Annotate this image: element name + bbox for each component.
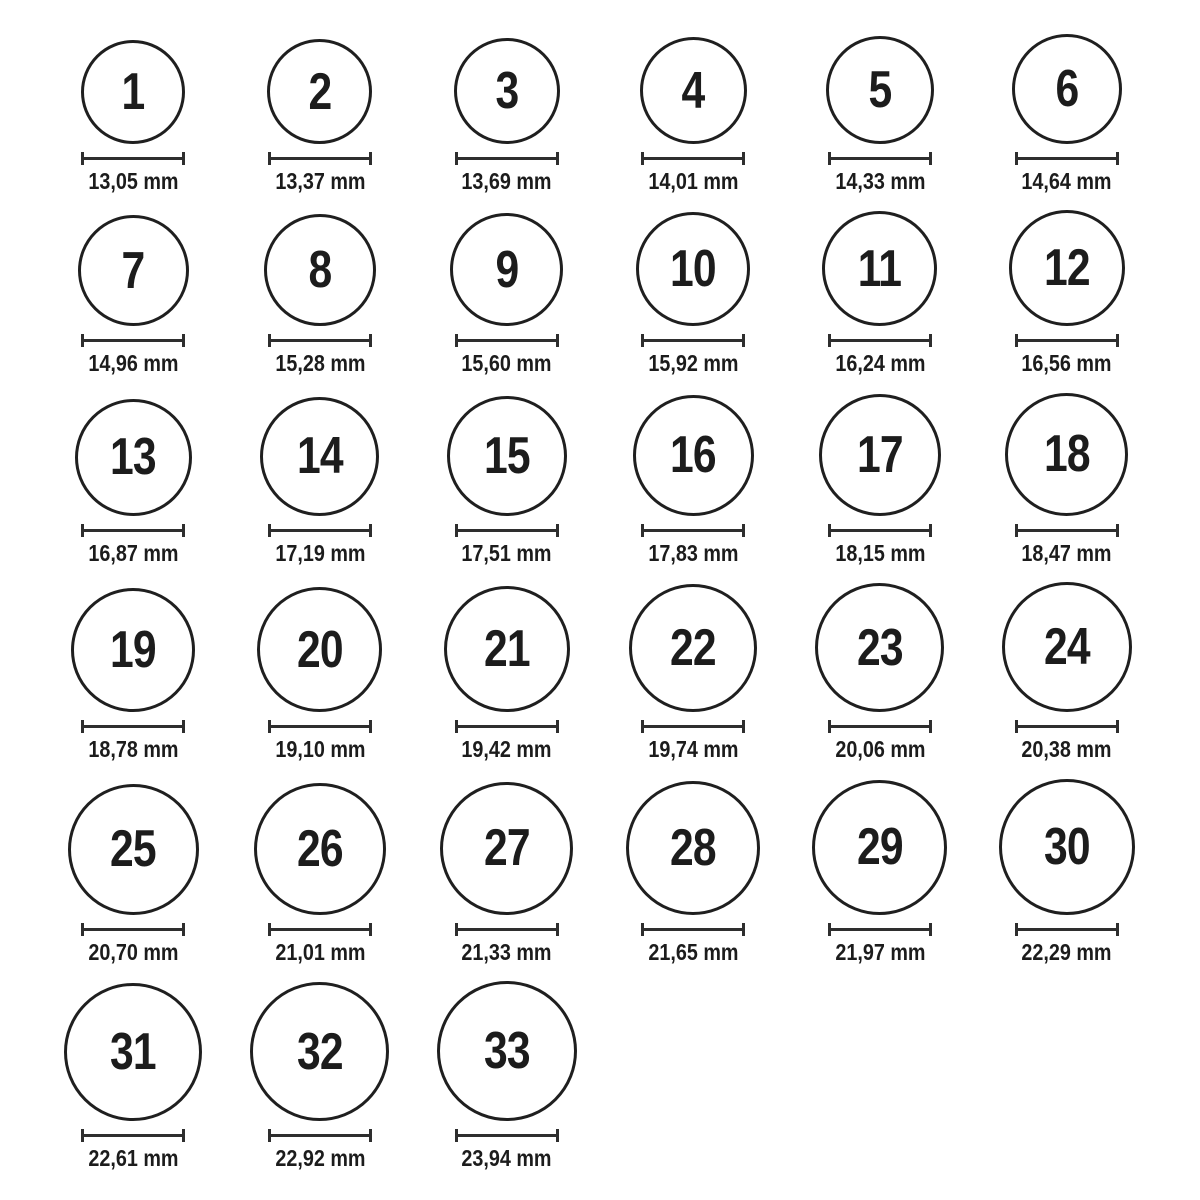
measure-bar [828,339,932,342]
ring-circle [264,214,376,326]
measure-bar [455,725,559,728]
ring-size-cell [71,588,195,762]
measure-bar [641,339,745,342]
ring-size-cell [437,981,577,1171]
measure-bar [1015,928,1119,931]
diameter-label: 14,64 mm [1021,168,1112,194]
measure-tick-right-icon [556,1129,559,1142]
diameter-label: 21,01 mm [274,938,366,965]
ring-size-cell [264,214,376,376]
ring-size-number: 24 [1043,618,1090,677]
ring-size-cell [444,586,570,762]
diameter-label: 16,87 mm [88,539,179,566]
ring-circle [826,36,934,144]
ring-size-cell [81,40,186,194]
measure-tick-right-icon [369,524,372,537]
diameter-label: 15,60 mm [461,350,552,377]
ring-circle [71,588,195,712]
ring-size-number: 18 [1043,425,1090,484]
diameter-measure-line [455,152,559,165]
diameter-label: 20,06 mm [834,736,926,763]
diameter-measure-line [828,524,932,537]
measure-bar [828,928,932,931]
ring-size-number: 7 [121,241,145,300]
diameter-label: 13,69 mm [461,168,552,194]
ring-size-number: 12 [1043,239,1090,298]
diameter-measure-line [81,334,185,347]
ring-circle [636,212,750,326]
ring-circle [640,37,747,144]
measure-tick-right-icon [929,524,932,537]
ring-size-number: 5 [868,61,892,119]
ring-circle [633,395,754,516]
measure-tick-right-icon [929,720,932,733]
diameter-measure-line [641,720,745,733]
measure-bar [81,725,185,728]
ring-size-number: 6 [1055,60,1079,118]
diameter-label: 13,05 mm [88,168,179,194]
ring-circle [629,584,757,712]
diameter-label: 20,38 mm [1021,736,1112,763]
measure-tick-right-icon [182,923,185,936]
diameter-label: 17,83 mm [648,539,739,566]
measure-tick-right-icon [369,1129,372,1142]
diameter-measure-line [268,524,372,537]
ring-circle [1005,393,1128,516]
diameter-measure-line [81,923,185,936]
ring-size-number: 20 [297,620,343,679]
measure-bar [828,529,932,532]
ring-size-cell [254,783,386,965]
ring-size-cell [812,780,947,965]
ring-circle [1009,210,1125,326]
diameter-label: 21,33 mm [461,938,552,965]
measure-tick-right-icon [742,524,745,537]
ring-size-number: 11 [858,239,902,298]
diameter-label: 22,92 mm [274,1145,366,1172]
diameter-label: 23,94 mm [461,1145,552,1172]
measure-tick-right-icon [556,720,559,733]
measure-tick-right-icon [742,152,745,165]
ring-circle [81,40,185,144]
measure-tick-right-icon [929,334,932,347]
diameter-measure-line [81,720,185,733]
measure-bar [268,725,372,728]
diameter-label: 18,15 mm [834,539,926,566]
measure-bar [641,529,745,532]
ring-circle [819,394,941,516]
measure-bar [1015,157,1119,160]
ring-size-number: 10 [670,240,717,299]
ring-circle [68,784,199,915]
ring-size-number: 21 [483,620,530,679]
ring-size-number: 32 [297,1022,343,1081]
diameter-label: 18,78 mm [88,736,179,763]
diameter-measure-line [455,720,559,733]
measure-tick-right-icon [1116,720,1119,733]
diameter-label: 13,37 mm [274,168,366,194]
measure-bar [1015,725,1119,728]
measure-bar [1015,529,1119,532]
ring-size-number: 16 [670,426,717,485]
diameter-measure-line [1015,152,1119,165]
ring-size-cell [78,215,189,376]
ring-circle [447,396,567,516]
ring-circle [75,399,192,516]
ring-size-cell [636,212,750,376]
measure-tick-right-icon [742,334,745,347]
diameter-measure-line [268,720,372,733]
measure-bar [81,928,185,931]
diameter-measure-line [268,1129,372,1142]
diameter-label: 16,24 mm [834,350,926,377]
diameter-label: 17,51 mm [461,539,552,566]
measure-tick-right-icon [556,152,559,165]
measure-tick-right-icon [369,923,372,936]
diameter-measure-line [455,524,559,537]
ring-size-cell [819,394,941,566]
diameter-measure-line [81,1129,185,1142]
measure-bar [641,725,745,728]
diameter-label: 16,56 mm [1021,350,1112,377]
ring-circle [822,211,937,326]
measure-bar [455,529,559,532]
measure-tick-right-icon [929,152,932,165]
ring-circle [257,587,382,712]
measure-bar [81,1134,185,1137]
measure-bar [455,157,559,160]
diameter-measure-line [641,152,745,165]
ring-size-number: 19 [110,621,157,680]
measure-bar [455,928,559,931]
diameter-measure-line [828,720,932,733]
ring-size-cell [629,584,757,762]
measure-bar [455,1134,559,1137]
ring-size-cell [257,587,382,762]
ring-size-number: 1 [121,63,145,121]
ring-size-chart [40,0,1160,1172]
diameter-label: 14,96 mm [88,350,179,377]
ring-circle [267,39,372,144]
ring-size-cell [1012,34,1122,194]
ring-size-number: 31 [110,1023,157,1082]
ring-size-number: 26 [297,819,343,878]
measure-tick-right-icon [182,334,185,347]
diameter-label: 19,74 mm [648,736,739,763]
measure-tick-right-icon [369,334,372,347]
ring-size-number: 8 [308,241,332,300]
diameter-label: 21,65 mm [648,938,739,965]
ring-size-cell [267,39,372,194]
measure-bar [268,339,372,342]
measure-bar [268,529,372,532]
diameter-label: 19,42 mm [461,736,552,763]
ring-circle [440,782,573,915]
diameter-measure-line [641,524,745,537]
measure-bar [81,529,185,532]
diameter-measure-line [1015,524,1119,537]
ring-size-number: 30 [1043,817,1090,876]
diameter-label: 21,97 mm [834,938,926,965]
ring-size-number: 28 [670,818,717,877]
measure-bar [1015,339,1119,342]
ring-size-number: 22 [670,619,717,678]
diameter-label: 14,01 mm [648,168,739,194]
ring-circle [250,982,389,1121]
measure-tick-right-icon [1116,524,1119,537]
ring-size-cell [822,211,937,376]
ring-size-number: 4 [681,61,705,120]
measure-tick-right-icon [929,923,932,936]
measure-bar [455,339,559,342]
ring-circle [1002,582,1132,712]
ring-size-cell [440,782,573,965]
ring-circle [1012,34,1122,144]
ring-size-cell [640,37,747,194]
measure-tick-right-icon [182,720,185,733]
measure-bar [641,157,745,160]
measure-bar [828,157,932,160]
measure-tick-right-icon [182,524,185,537]
diameter-measure-line [641,334,745,347]
ring-size-cell [75,399,192,566]
measure-tick-right-icon [556,524,559,537]
diameter-measure-line [81,524,185,537]
ring-size-number: 27 [483,819,530,878]
ring-circle [64,983,202,1121]
ring-circle [999,779,1135,915]
ring-size-number: 29 [857,818,903,877]
diameter-measure-line [1015,720,1119,733]
measure-tick-right-icon [182,152,185,165]
ring-size-cell [633,395,754,566]
ring-circle [444,586,570,712]
diameter-measure-line [268,923,372,936]
diameter-label: 22,29 mm [1021,938,1112,965]
diameter-measure-line [455,923,559,936]
measure-tick-right-icon [369,720,372,733]
measure-tick-right-icon [742,720,745,733]
ring-circle [454,38,560,144]
ring-size-cell [447,396,567,566]
diameter-measure-line [455,334,559,347]
ring-size-number: 17 [857,425,903,484]
ring-size-number: 15 [483,426,530,485]
measure-tick-right-icon [369,152,372,165]
ring-size-number: 13 [110,428,157,487]
diameter-measure-line [268,152,372,165]
ring-size-number: 14 [297,427,343,486]
ring-circle [260,397,379,516]
diameter-label: 15,92 mm [648,350,739,377]
diameter-measure-line [828,334,932,347]
diameter-label: 14,33 mm [834,168,926,194]
ring-size-cell [450,213,563,376]
ring-circle [437,981,577,1121]
diameter-label: 20,70 mm [88,938,179,965]
measure-tick-right-icon [1116,923,1119,936]
ring-size-cell [626,781,760,965]
ring-size-cell [454,38,560,194]
diameter-label: 19,10 mm [274,736,366,763]
ring-size-number: 3 [495,62,519,120]
measure-bar [268,157,372,160]
ring-size-number: 23 [857,618,903,677]
measure-bar [268,928,372,931]
ring-size-cell [260,397,379,566]
ring-size-number: 9 [495,240,519,299]
diameter-measure-line [1015,334,1119,347]
ring-size-number: 33 [483,1022,530,1081]
diameter-label: 18,47 mm [1021,539,1112,566]
measure-bar [81,157,185,160]
diameter-measure-line [81,152,185,165]
ring-size-cell [826,36,934,194]
ring-circle [450,213,563,326]
measure-tick-right-icon [182,1129,185,1142]
diameter-measure-line [828,152,932,165]
measure-bar [268,1134,372,1137]
ring-circle [626,781,760,915]
measure-tick-right-icon [556,334,559,347]
ring-circle [78,215,189,326]
diameter-measure-line [828,923,932,936]
diameter-label: 15,28 mm [274,350,366,377]
diameter-measure-line [268,334,372,347]
diameter-label: 17,19 mm [274,539,366,566]
ring-size-cell [999,779,1135,965]
measure-bar [81,339,185,342]
diameter-measure-line [455,1129,559,1142]
ring-size-cell [68,784,199,965]
ring-size-number: 2 [308,62,332,121]
measure-tick-right-icon [742,923,745,936]
ring-circle [254,783,386,915]
ring-circle [812,780,947,915]
measure-bar [641,928,745,931]
measure-bar [828,725,932,728]
measure-tick-right-icon [1116,334,1119,347]
diameter-label: 22,61 mm [88,1145,179,1172]
diameter-measure-line [1015,923,1119,936]
ring-size-cell [1002,582,1132,762]
ring-size-cell [1009,210,1125,376]
diameter-measure-line [641,923,745,936]
ring-circle [815,583,944,712]
ring-size-number: 25 [110,820,157,879]
ring-size-cell [815,583,944,762]
ring-size-cell [250,982,389,1171]
ring-size-cell [64,983,202,1171]
measure-tick-right-icon [556,923,559,936]
ring-size-cell [1005,393,1128,566]
measure-tick-right-icon [1116,152,1119,165]
